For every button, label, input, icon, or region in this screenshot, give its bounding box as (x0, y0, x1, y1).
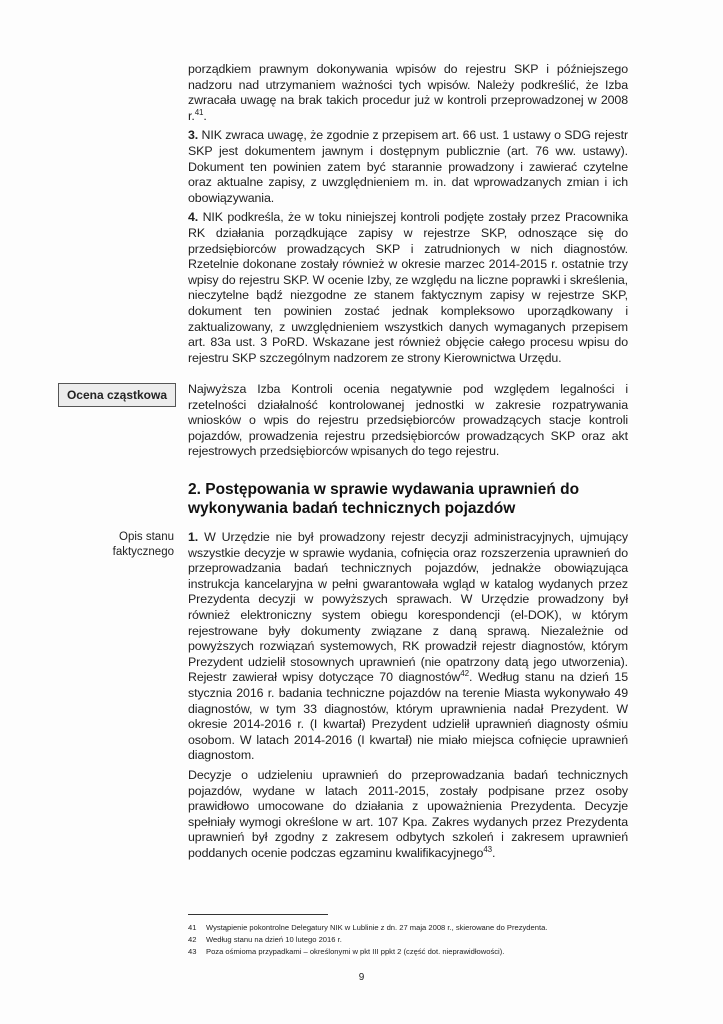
paragraph-number: 4. (188, 210, 199, 225)
paragraph-3 (188, 128, 628, 206)
section2-body (188, 530, 628, 865)
footnote-text: Według stanu na dzień 10 lutego 2016 r. (206, 935, 342, 944)
footnote-text: Poza ośmioma przypadkami – określonymi w pkt III ppkt 2 (część dot. nieprawidłowości). (206, 947, 505, 956)
page-number: 9 (358, 972, 365, 983)
footnote-ref: 43 (483, 844, 493, 854)
side-label-line: Opis stanu (119, 531, 174, 543)
section-heading: 2. Postępowania w sprawie wydawania uprawnień do wykonywania badań technicznych pojazdów (188, 481, 580, 517)
footnote-divider (188, 914, 328, 915)
factual-description-label (60, 530, 174, 560)
footnote (188, 922, 628, 934)
assessment-text: Najwyższa Izba Kontroli ocenia negatywnie pod względem legalności i rzetelności działalność kontrolowanej jednostki w zakresie rozpatrywania wniosków o wpis do rejestru przedsiębiorców prowadzących stacje kontroli pojazdów, prowadzenia rejestru przedsiębiorców prowadzących SKP oraz akt rejestrowych przedsiębiorców wpisanych do tego rejestru. (188, 382, 628, 459)
paragraph-4 (188, 210, 628, 366)
assessment-block (188, 382, 628, 464)
paragraph-text: porządkiem prawnym dokonywania wpisów do rejestru SKP i późniejszego nadzoru nad utrzymaniem ważności tych wpisów. Należy podkreślić, że Izba zwracała uwagę na brak takich procedur już w kontroli przeprowadzonej w 2008 r. (188, 62, 628, 123)
partial-assessment-label: Ocena cząstkowa (58, 383, 176, 407)
side-label-line: faktycznego (112, 546, 174, 558)
paragraph-number: 3. (188, 128, 199, 143)
footnote-ref: 41 (194, 107, 204, 117)
section2-paragraph-1 (188, 530, 628, 764)
footnote (188, 946, 628, 958)
footnotes (188, 922, 628, 958)
paragraph-text: NIK podkreśla, że w toku niniejszej kontroli podjęte zostały przez Pracownika RK działania porządkujące zapisy w rejestrze SKP, odnoszące się do przedsiębiorców prowadzących SKP i zatrudnionych w nich diagnostów. Rzetelnie dokonane zostały również w okresie marzec 2014-2015 r. ostatnie trzy wpisy do rejestru SKP. W ocenie Izby, ze względu na liczne poprawki i skreślenia, nieczytelne bądź niezgodne ze stanem faktycznym zapisy w rejestrze SKP, dokument ten powinien zostać jednak kompleksowo uporządkowany i zaktualizowany, z uwzględnieniem wszystkich danych wymaganych przepisem art. 83a ust. 3 PoRD. Wskazane jest również objęcie całego procesu wpisu do rejestru SKP szczególnym nadzorem ze strony Kierownictwa Urzędu. (188, 210, 628, 365)
findings-block (188, 62, 628, 370)
paragraph-number: 1. (188, 530, 199, 544)
footnote-ref: 42 (460, 669, 469, 679)
footnote (188, 934, 628, 946)
footnote-mark: 41 (188, 923, 197, 932)
paragraph-end: . (492, 845, 496, 860)
paragraph-end: . (203, 108, 207, 123)
paragraph-text: W Urzędzie nie był prowadzony rejestr decyzji administracyjnych, ujmujący wszystkie decyzje w sprawie wydania, cofnięcia oraz rozszerzenia uprawnień do przeprowadzania badań technicznych pojazdów, jednakże obowiązująca instrukcja kancelaryjna w pełni gwarantowała wgląd w katalog wydanych przez Prezydenta decyzji w powyższych sprawach. W Urzędzie prowadzony był również elektroniczny system obiegu korespondencji (el-DOK), w którym rejestrowane były dokumenty związane z daną sprawą. Niezależnie od powyższych rozwiązań systemowych, RK prowadził rejestr diagnostów, którym Prezydent udzielił stosownych uprawnień (nie opatrzony datą jego utworzenia). Rejestr zawierał wpisy dotyczące 70 diagnostów (188, 530, 629, 685)
paragraph-text: . Według stanu na dzień 15 stycznia 2016 r. badania techniczne pojazdów na terenie Miasta wykonywało 49 diagnostów, w tym 33 diagnostów, którym uprawnienia nadał Prezydent. W okresie 2014-2016 r. (I kwartał) Prezydent udzielił uprawnień diagnosty ośmiu osobom. W latach 2014-2016 (I kwartał) nie miało miejsca cofnięcie uprawnień diagnostom. (188, 670, 628, 763)
section2-paragraph-2 (188, 768, 628, 862)
footnote-mark: 42 (188, 935, 197, 944)
paragraph-text: NIK zwraca uwagę, że zgodnie z przepisem art. 66 ust. 1 ustawy o SDG rejestr SKP jest dokumentem jawnym i dostępnym publicznie (art. 76 ww. ustawy). Dokument ten powinien zatem być starannie prowadzony i zawierać czytelne oraz aktualne zapisy, z uwzględnieniem m. in. dat wprowadzanych zmian i ich obowiązywania. (188, 128, 628, 205)
paragraph-continuation (188, 62, 628, 124)
footnote-text: Wystąpienie pokontrolne Delegatury NIK w Lublinie z dn. 27 maja 2008 r., skierowane do Prezydenta. (206, 923, 548, 932)
paragraph-text: Decyzje o udzieleniu uprawnień do przeprowadzania badań technicznych pojazdów, wydane w latach 2011-2015, zostały podpisane przez osoby prawidłowo umocowane do działania z upoważnienia Prezydenta. Decyzje spełniały wymogi określone w art. 107 Kpa. Zakres wydanych przez Prezydenta uprawnień był zgodny z zakresem odbytych szkoleń i zakresem uprawnień poddanych ocenie podczas egzaminu kwalifikacyjnego (188, 767, 628, 860)
footnote-mark: 43 (188, 947, 197, 956)
